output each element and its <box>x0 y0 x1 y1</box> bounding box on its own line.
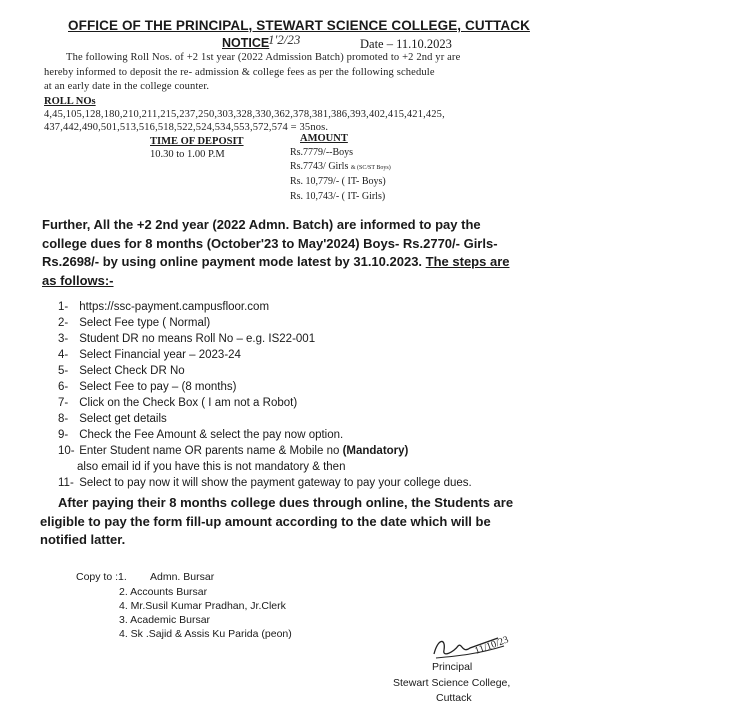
online-payment-paragraph <box>42 216 512 290</box>
copy-to-item: 4. Sk .Sajid & Assis Ku Parida (peon) <box>119 628 292 640</box>
list-item: 11- Select to pay now it will show the payment gateway to pay your college dues. <box>58 477 472 489</box>
list-item: 3- Student DR no means Roll No – e.g. IS22-001 <box>58 333 316 345</box>
signature-date: 11/10/23 <box>473 634 511 657</box>
amount-row: Rs. 10,779/- ( IT- Boys) <box>290 176 386 187</box>
signatory-city: Cuttack <box>436 692 472 704</box>
notice-label: NOTICE <box>222 36 270 50</box>
copy-to-heading: Copy to :1. <box>76 571 127 583</box>
roll-heading: ROLL NOs <box>44 96 96 107</box>
list-item-continuation: also email id if you have this is not mandatory & then <box>77 461 346 473</box>
notice-date: Date – 11.10.2023 <box>360 37 452 51</box>
payment-steps-list <box>58 299 472 491</box>
steps-intro: The steps are as follows:- <box>42 254 510 288</box>
signatory-title: Principal <box>432 661 473 673</box>
amount-row: Rs.7743/ Girls & (SC/ST Boys) <box>290 161 391 172</box>
list-item: 10- Enter Student name OR parents name & Mobile no (Mandatory) <box>58 445 409 457</box>
list-item: 7- Click on the Check Box ( I am not a Robot) <box>58 397 298 409</box>
form-fillup-paragraph: After paying their 8 months college dues through online, the Students are eligible to pay the form fill-up amount according to the date which will be notified latter. <box>40 495 514 547</box>
intro-line-1: The following Roll Nos. of +2 1st year (2022 Admission Batch) promoted to +2 2nd yr are <box>66 52 461 63</box>
office-title: OFFICE OF THE PRINCIPAL, STEWART SCIENCE COLLEGE, CUTTACK <box>68 18 530 33</box>
deposit-time: 10.30 to 1.00 P.M <box>150 149 225 160</box>
amount-heading: AMOUNT <box>300 133 348 144</box>
signatory-college: Stewart Science College, <box>393 677 511 689</box>
copy-to-item: 4. Mr.Susil Kumar Pradhan, Jr.Clerk <box>119 600 286 612</box>
online-payment-text: Further, All the +2 2nd year (2022 Admn. Batch) are informed to pay the college dues for 8 months (October'23 to May'2024) Boys- Rs.2770/- Girls- Rs.2698/- by using online payment mode latest by 31.10.2023. <box>42 217 498 269</box>
intro-line-3: at an early date in the college counter. <box>44 81 210 92</box>
roll-line-1: 4,45,105,128,180,210,211,215,237,250,303,328,330,362,378,381,386,393,402,415,421,425, <box>44 109 445 120</box>
handwritten-signature <box>428 632 512 662</box>
roll-line-2: 437,442,490,501,513,516,518,522,524,534,553,572,574 = 35nos. <box>44 122 329 133</box>
intro-line-2: hereby informed to deposit the re- admission & college fees as per the following schedule <box>44 67 435 78</box>
amount-row: Rs. 10,743/- ( IT- Girls) <box>290 191 386 202</box>
list-item: 9- Check the Fee Amount & select the pay now option. <box>58 429 344 441</box>
list-item: 5- Select Check DR No <box>58 365 185 377</box>
copy-to-item: Admn. Bursar <box>150 571 215 583</box>
amount-note: & (SC/ST Boys) <box>350 165 391 171</box>
time-of-deposit-heading: TIME OF DEPOSIT <box>150 136 244 147</box>
copy-to-item: 2. Accounts Bursar <box>119 586 208 598</box>
list-item: 2- Select Fee type ( Normal) <box>58 317 211 329</box>
list-item: 8- Select get details <box>58 413 167 425</box>
list-item: 4- Select Financial year – 2023-24 <box>58 349 241 361</box>
amount-row: Rs.7779/--Boys <box>290 147 354 158</box>
list-item: 6- Select Fee to pay – (8 months) <box>58 381 237 393</box>
list-item: 1- https://ssc-payment.campusfloor.com <box>58 301 270 313</box>
notice-number: 1'2/23 <box>268 32 301 47</box>
copy-to-item: 3. Academic Bursar <box>119 614 211 626</box>
